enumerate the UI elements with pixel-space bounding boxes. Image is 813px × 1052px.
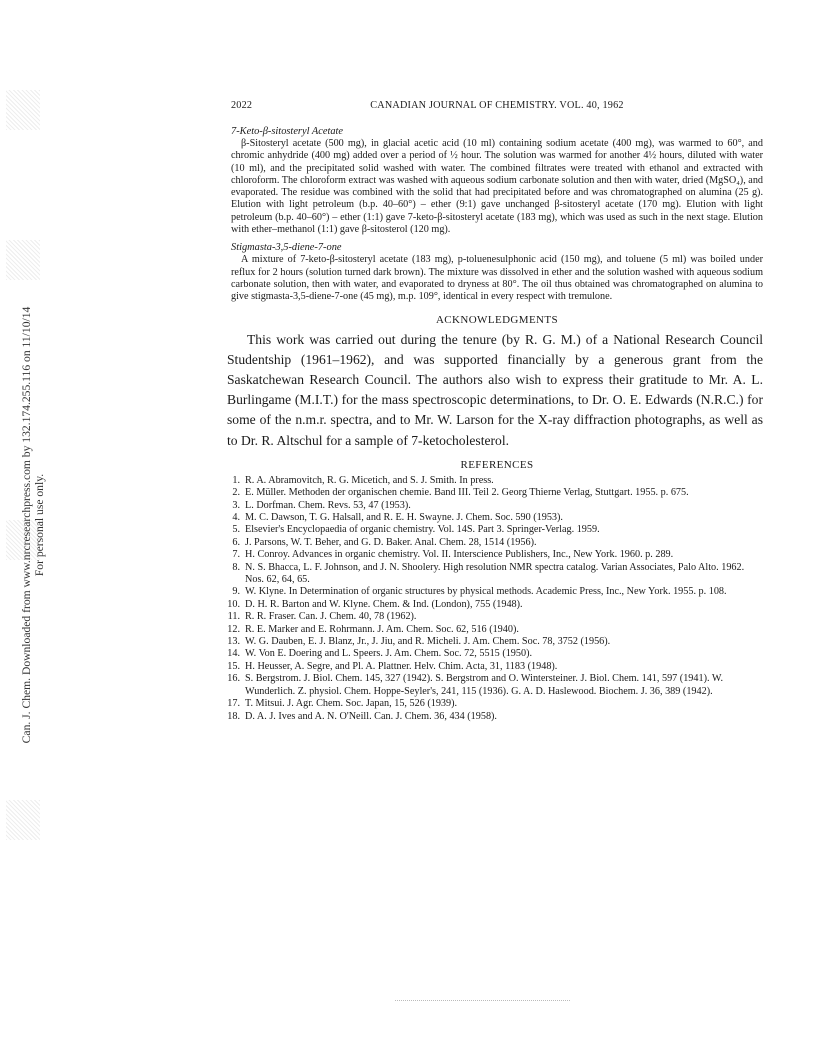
reference-text: S. Bergstrom. J. Biol. Chem. 145, 327 (1942). S. Bergstrom and O. Wintersteiner. J. Biol. Chem. 141, 597 (1941). W. Wunderlich. Z. physiol. Chem. Hoppe-Seyler's, 241, 115 (1936). G. A. D. Haslewood. Biochem. J. 36, 389 (1942). xyxy=(245,673,724,697)
reference-item xyxy=(220,549,763,561)
reference-text: D. H. R. Barton and W. Klyne. Chem. & Ind. (London), 755 (1948). xyxy=(245,598,523,610)
section-heading: 7-Keto-β-sitosteryl Acetate xyxy=(231,126,344,137)
reference-number: 18. xyxy=(227,710,240,722)
reference-item xyxy=(220,487,763,499)
reference-item xyxy=(220,586,763,598)
reference-text: T. Mitsui. J. Agr. Chem. Soc. Japan, 15, 526 (1939). xyxy=(245,698,458,710)
download-watermark xyxy=(0,0,46,1052)
reference-text: E. Müller. Methoden der organischen chemie. Band III. Teil 2. Georg Thierne Verlag, Stuttgart. 1955. p. 675. xyxy=(245,487,689,499)
reference-number: 16. xyxy=(227,673,240,685)
section-paragraph: A mixture of 7-keto-β-sitosteryl acetate (183 mg), p-toluenesulphonic acid (150 mg), and toluene (5 ml) was boiled under reflux for 2 hours (solution turned dark brown). The mixture was dissolved in ether and the solution washed with aqueous sodium carbonate solution, then with water, and evaporated to dryness at 80°. The oil thus obtained was chromatographed on alumina to give stigmasta-3,5-diene-7-one (45 mg), m.p. 109°, identical in every respect with tremulone. xyxy=(231,254,763,303)
watermark-line-2: For personal use only. xyxy=(33,473,46,577)
reference-item xyxy=(220,698,763,710)
reference-text: M. C. Dawson, T. G. Halsall, and R. E. H. Swayne. J. Chem. Soc. 590 (1953). xyxy=(245,512,563,523)
reference-number: 8. xyxy=(232,561,240,573)
reference-item xyxy=(220,661,763,673)
acknowledgments-paragraph: This work was carried out during the tenure (by R. G. M.) of a National Research Council Studentship (1961–1962), and was supported financially by a generous grant from the Saskatchewan Research Council. The authors also wish to express their gratitude to Mr. A. L. Burlingame (M.I.T.) for the mass spectroscopic determinations, to Dr. O. E. Edwards (N.R.C.) for some of the n.m.r. spectra, and to Mr. W. Larson for the X-ray diffraction photographs, as well as to Dr. R. Altschul for a sample of 7-ketocholesterol. xyxy=(227,331,763,448)
reference-number: 3. xyxy=(232,499,240,511)
reference-item xyxy=(220,611,763,623)
reference-item xyxy=(220,636,763,648)
reference-text: R. R. Fraser. Can. J. Chem. 40, 78 (1962). xyxy=(245,611,417,623)
reference-number: 7. xyxy=(232,549,240,561)
references-heading: REFERENCES xyxy=(460,458,534,471)
reference-number: 11. xyxy=(227,611,240,623)
reference-text: D. A. J. Ives and A. N. O'Neill. Can. J. Chem. 36, 434 (1958). xyxy=(245,710,497,722)
watermark-text xyxy=(20,0,46,1050)
reference-number: 4. xyxy=(232,512,240,523)
reference-item xyxy=(220,537,763,549)
reference-text: Elsevier's Encyclopaedia of organic chemistry. Vol. 14S. Part 3. Springer-Verlag. 1959. xyxy=(245,524,600,536)
reference-item xyxy=(220,673,763,698)
section-heading: Stigmasta-3,5-diene-7-one xyxy=(231,242,342,254)
reference-text: H. Conroy. Advances in organic chemistry. Vol. II. Interscience Publishers, Inc., New York. 1960. p. 289. xyxy=(245,549,674,561)
page-number: 2022 xyxy=(231,100,253,111)
reference-number: 10. xyxy=(227,598,240,610)
page-footer-rule xyxy=(395,1000,570,1001)
reference-text: W. G. Dauben, E. J. Blanz, Jr., J. Jiu, and R. Micheli. J. Am. Chem. Soc. 78, 3752 (1956). xyxy=(245,636,611,648)
reference-number: 14. xyxy=(227,648,240,660)
reference-text: W. Von E. Doering and L. Speers. J. Am. Chem. Soc. 72, 5515 (1950). xyxy=(245,648,533,660)
journal-header: CANADIAN JOURNAL OF CHEMISTRY. VOL. 40, 1962 xyxy=(370,100,624,111)
reference-item xyxy=(220,599,763,611)
reference-item xyxy=(220,500,763,512)
reference-text: R. E. Marker and E. Rohrmann. J. Am. Chem. Soc. 62, 516 (1940). xyxy=(245,623,519,635)
acknowledgments-heading: ACKNOWLEDGMENTS xyxy=(435,313,559,326)
reference-item xyxy=(220,524,763,536)
reference-number: 5. xyxy=(232,524,240,536)
reference-number: 9. xyxy=(232,586,240,598)
reference-number: 2. xyxy=(232,487,240,499)
reference-number: 1. xyxy=(232,474,240,486)
reference-text: J. Parsons, W. T. Beher, and G. D. Baker. Anal. Chem. 28, 1514 (1956). xyxy=(245,536,537,548)
reference-item xyxy=(220,512,763,524)
reference-item xyxy=(220,624,763,636)
references-list xyxy=(220,475,763,723)
reference-number: 6. xyxy=(232,536,240,548)
reference-item xyxy=(220,475,763,487)
reference-item xyxy=(220,648,763,660)
reference-number: 12. xyxy=(227,623,240,635)
reference-text: L. Dorfman. Chem. Revs. 53, 47 (1953). xyxy=(245,499,411,511)
watermark-line-1: Can. J. Chem. Downloaded from www.nrcresearchpress.com by 132.174.255.116 on 11/10/14 xyxy=(20,306,33,744)
reference-item xyxy=(220,711,763,723)
reference-item xyxy=(220,562,763,587)
reference-number: 17. xyxy=(227,698,240,710)
page-body xyxy=(227,100,764,723)
section-paragraph: β-Sitosteryl acetate (500 mg), in glacial acetic acid (10 ml) containing sodium acetate (400 mg), was warmed to 60°, and chromic anhydride (400 mg) added over a period of ½ hour. The solution was warmed for another 4½ hours, diluted with water (10 ml), and the precipitated solid washed with water. The combined filtrates were treated with ethanol and extracted with chloroform. The chloroform extract was washed with aqueous sodium carbonate solution and then with water, dried (MgSO₄), and evaporated. The residue was combined with the solid that had precipitated before and was chromatographed on alumina (25 g). Elution with light petroleum (b.p. 40–60°) – ether (9:1) gave unchanged β-sitosteryl acetate (170 mg). Elution with light petroleum (b.p. 40–60°) – ether (1:1) gave 7-keto-β-sitosteryl acetate (183 mg), which was used as such in the next stage. Elution with ether–methanol (1:1) gave β-sitosterol (120 mg). xyxy=(231,138,764,236)
reference-text: R. A. Abramovitch, R. G. Micetich, and S. J. Smith. In press. xyxy=(245,474,494,486)
reference-text: H. Heusser, A. Segre, and Pl. A. Plattner. Helv. Chim. Acta, 31, 1183 (1948). xyxy=(245,660,558,672)
reference-number: 13. xyxy=(227,636,240,648)
running-head xyxy=(231,100,763,114)
reference-text: W. Klyne. In Determination of organic structures by physical methods. Academic Press, Inc., New York. 1955. p. 108. xyxy=(245,586,727,598)
reference-text: N. S. Bhacca, L. F. Johnson, and J. N. Shoolery. High resolution NMR spectra catalog. Varian Associates, Palo Alto. 1962. Nos. 62, 64, 65. xyxy=(245,561,745,586)
reference-number: 15. xyxy=(227,660,240,672)
